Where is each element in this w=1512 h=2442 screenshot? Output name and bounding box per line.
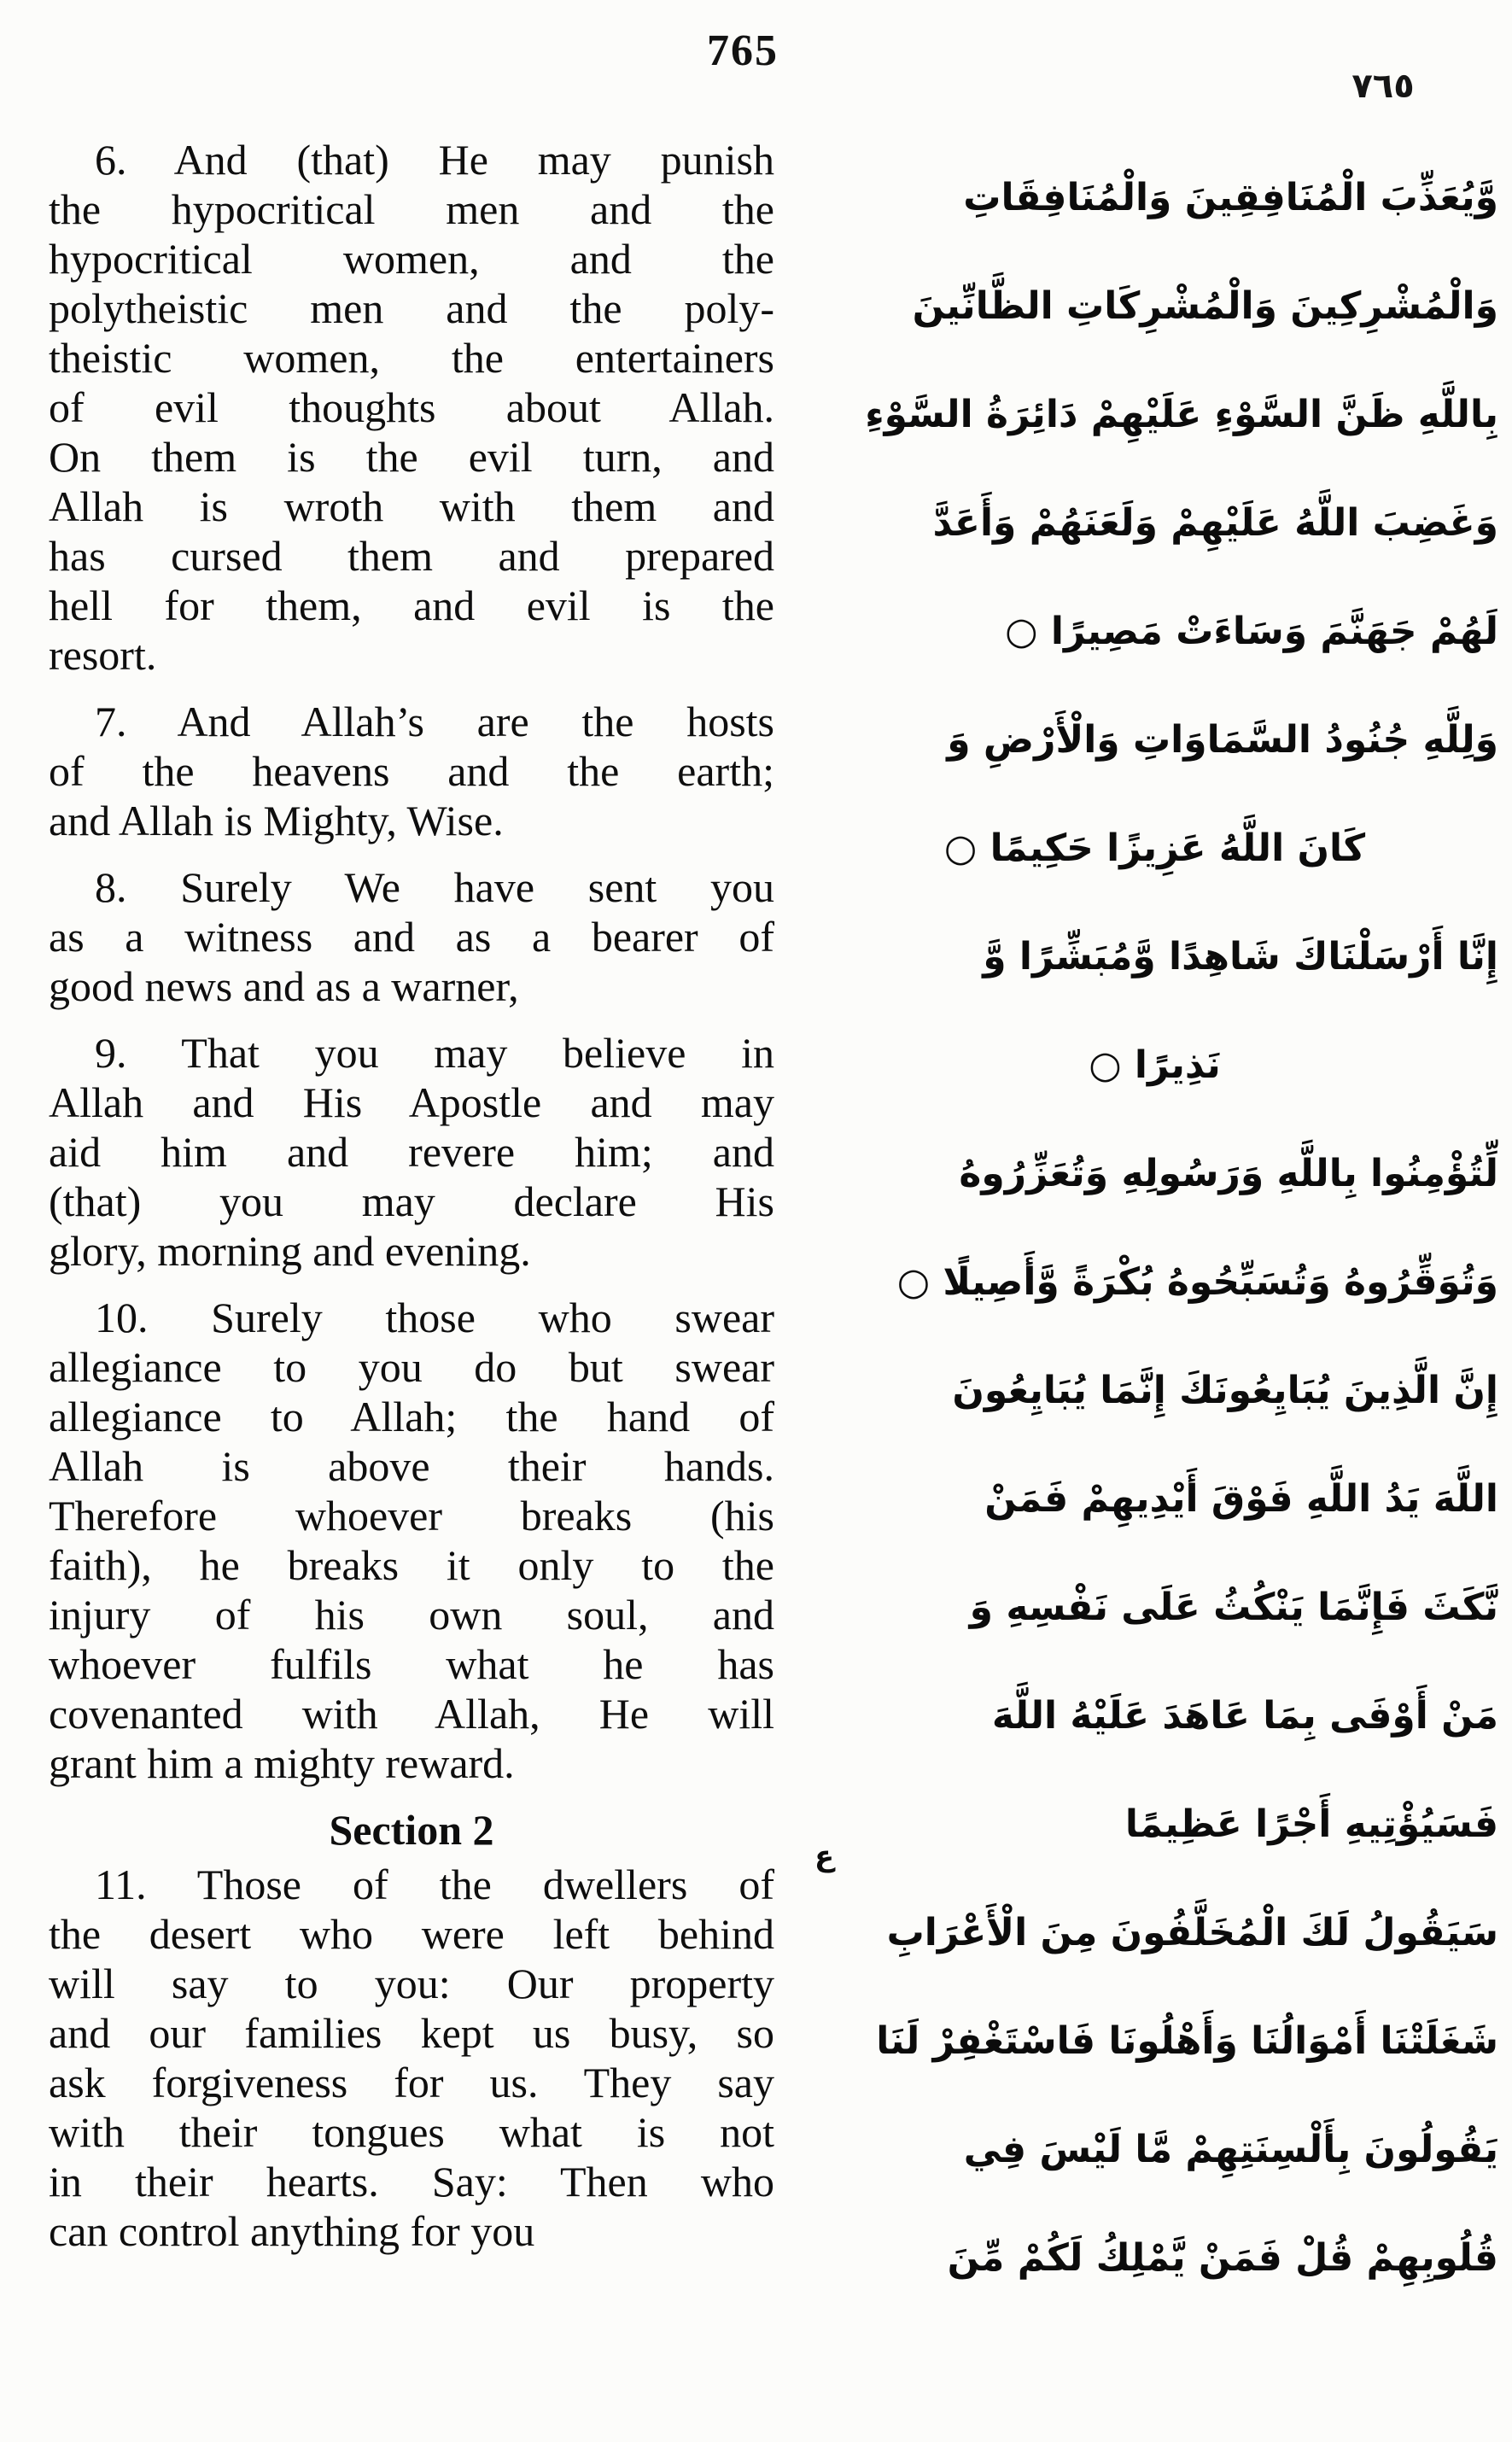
arabic-line <box>811 252 1498 360</box>
arabic-line <box>811 903 1498 1011</box>
translation-line: of evil thoughts about Allah. <box>49 383 774 431</box>
arabic-line-text: شَغَلَتْنَا أَمْوَالُنَا وَأَهْلُونَا فَاسْتَغْفِرْ لَنَا <box>876 2019 1498 2063</box>
arabic-line <box>811 577 1498 686</box>
translation-line: of the heavens and the earth; <box>49 747 774 795</box>
verse-10 <box>49 1293 774 1788</box>
arabic-line <box>811 2095 1498 2204</box>
translation-line: 9. That you may believe in <box>95 1029 774 1077</box>
arabic-line <box>811 1662 1498 1770</box>
arabic-line <box>811 360 1498 469</box>
verse-9 <box>49 1028 774 1276</box>
arabic-line <box>811 1336 1498 1445</box>
translation-line: resort. <box>49 631 157 679</box>
arabic-line-text: وَّيُعَذِّبَ الْمُنَافِقِينَ وَالْمُنَافِقَاتِ <box>963 176 1498 219</box>
translation-line: covenanted with Allah, He will <box>49 1690 774 1738</box>
translation-line: 11. Those of the dwellers of <box>95 1861 774 1908</box>
arabic-line-text: يَقُولُونَ بِأَلْسِنَتِهِمْ مَّا لَيْسَ فِي <box>963 2128 1498 2171</box>
translation-line: 8. Surely We have sent you <box>95 863 774 911</box>
section-heading: Section 2 <box>329 1806 494 1854</box>
arabic-line-text: مَنْ أَوْفَى بِمَا عَاهَدَ عَلَيْهُ اللَّهَ <box>991 1694 1498 1738</box>
translation-line: hypocritical women, and the <box>49 235 774 283</box>
translation-line: 10. Surely those who swear <box>95 1294 774 1341</box>
translation-line: hell for them, and evil is the <box>49 581 774 629</box>
arabic-line <box>811 1445 1498 1553</box>
arabic-line <box>811 1770 1498 1878</box>
arabic-line-text: إِنَّا أَرْسَلْنَاكَ شَاهِدًا وَّمُبَشِّرًا وَّ <box>983 935 1498 979</box>
arabic-line <box>811 1228 1498 1336</box>
arabic-line-text: وَالْمُشْرِكِينَ وَالْمُشْرِكَاتِ الظَّانِّينَ <box>912 284 1498 328</box>
translation-line: with their tongues what is not <box>49 2108 774 2156</box>
verse-8 <box>49 862 774 1011</box>
verse-11 <box>49 1860 774 2256</box>
verse-6 <box>49 135 774 680</box>
arabic-line-text: سَيَقُولُ لَكَ الْمُخَلَّفُونَ مِنَ الْأَعْرَابِ <box>886 1911 1498 1954</box>
verse-7 <box>49 697 774 845</box>
translation-line: grant him a mighty reward. <box>49 1739 515 1787</box>
translation-line: whoever fulfils what he has <box>49 1640 774 1688</box>
translation-line: Allah and His Apostle and may <box>49 1078 774 1126</box>
translation-line: as a witness and as a bearer of <box>49 913 774 961</box>
translation-line: polytheistic men and the poly- <box>49 284 774 332</box>
translation-line: can control anything for you <box>49 2207 535 2255</box>
arabic-line-text: وَتُوَقِّرُوهُ وَتُسَبِّحُوهُ بُكْرَةً وَّأَصِيلًا ○ <box>896 1260 1498 1304</box>
arabic-line <box>811 469 1498 577</box>
translation-line: and Allah is Mighty, Wise. <box>49 797 504 844</box>
translation-line: On them is the evil turn, and <box>49 433 774 481</box>
translation-line: allegiance to Allah; the hand of <box>49 1393 774 1440</box>
arabic-line <box>811 1011 1498 1119</box>
translation-line: and our families kept us busy, so <box>49 2009 774 2057</box>
arabic-text-column <box>811 143 1498 2312</box>
translation-verses-after-heading <box>49 1860 774 2256</box>
translation-verses <box>49 135 774 1788</box>
translation-line: 6. And (that) He may punish <box>95 136 774 184</box>
arabic-line <box>811 686 1498 794</box>
translation-line: 7. And Allah’s are the hosts <box>95 698 774 745</box>
translation-line: (that) you may declare His <box>49 1177 774 1225</box>
arabic-line <box>811 2204 1498 2312</box>
page-number: 765 <box>707 26 779 75</box>
translation-line: Allah is above their hands. <box>49 1442 774 1490</box>
translation-line: ask forgiveness for us. They say <box>49 2059 774 2106</box>
arabic-line-text: وَلِلَّهِ جُنُودُ السَّمَاوَاتِ وَالْأَرْضِ وَ <box>947 718 1498 762</box>
translation-line: has cursed them and prepared <box>49 532 774 580</box>
arabic-line-text: بِاللَّهِ ظَنَّ السَّوْءِ عَلَيْهِمْ دَائِرَةُ السَّوْءِ <box>865 393 1498 436</box>
translation-line: the desert who were left behind <box>49 1910 774 1958</box>
translation-line: the hypocritical men and the <box>49 185 774 233</box>
arabic-line <box>811 1119 1498 1228</box>
arabic-line <box>811 794 1498 903</box>
ruku-marker: ع <box>814 1839 835 1873</box>
arabic-line-text: نَّكَثَ فَإِنَّمَا يَنْكُثُ عَلَى نَفْسِهِ وَ <box>969 1586 1498 1629</box>
arabic-line-text: نَذِيرًا ○ <box>1089 1043 1221 1087</box>
translation-line: faith), he breaks it only to the <box>49 1541 774 1589</box>
translation-line: Therefore whoever breaks (his <box>49 1492 774 1539</box>
translation-line: glory, morning and evening. <box>49 1227 531 1275</box>
arabic-line <box>811 1878 1498 1987</box>
arabic-line-text: لِّتُؤْمِنُوا بِاللَّهِ وَرَسُولِهِ وَتُعَزِّرُوهُ <box>959 1152 1498 1195</box>
translation-line: aid him and revere him; and <box>49 1128 774 1176</box>
translation-line: good news and as a warner, <box>49 962 519 1010</box>
translation-line: in their hearts. Say: Then who <box>49 2158 774 2205</box>
arabic-line <box>811 143 1498 252</box>
translation-line: theistic women, the entertainers <box>49 334 774 382</box>
translation-line: will say to you: Our property <box>49 1960 774 2007</box>
arabic-line-text: وَغَضِبَ اللَّهُ عَلَيْهِمْ وَلَعَنَهُمْ وَأَعَدَّ <box>932 501 1498 545</box>
arabic-line-text: إِنَّ الَّذِينَ يُبَايِعُونَكَ إِنَّمَا يُبَايِعُونَ <box>952 1369 1498 1412</box>
translation-line: allegiance to you do but swear <box>49 1343 774 1391</box>
arabic-line <box>811 1553 1498 1662</box>
arabic-line <box>811 1987 1498 2095</box>
translation-line: Allah is wroth with them and <box>49 482 774 530</box>
arabic-line-text: كَانَ اللَّهُ عَزِيزًا حَكِيمًا ○ <box>943 827 1366 870</box>
arabic-page-number: ٧٦٥ <box>1351 67 1415 106</box>
english-translation-column <box>49 135 774 2273</box>
translation-line: injury of his own soul, and <box>49 1591 774 1639</box>
arabic-line-text: قُلُوبِهِمْ قُلْ فَمَنْ يَّمْلِكُ لَكُمْ مِّنَ <box>947 2236 1498 2280</box>
arabic-line-text: لَهُمْ جَهَنَّمَ وَسَاءَتْ مَصِيرًا ○ <box>1005 610 1498 653</box>
arabic-line-text: اللَّهَ يَدُ اللَّهِ فَوْقَ أَيْدِيهِمْ فَمَنْ <box>984 1477 1498 1521</box>
arabic-line-text: فَسَيُؤْتِيهِ أَجْرًا عَظِيمًا <box>1124 1802 1498 1846</box>
